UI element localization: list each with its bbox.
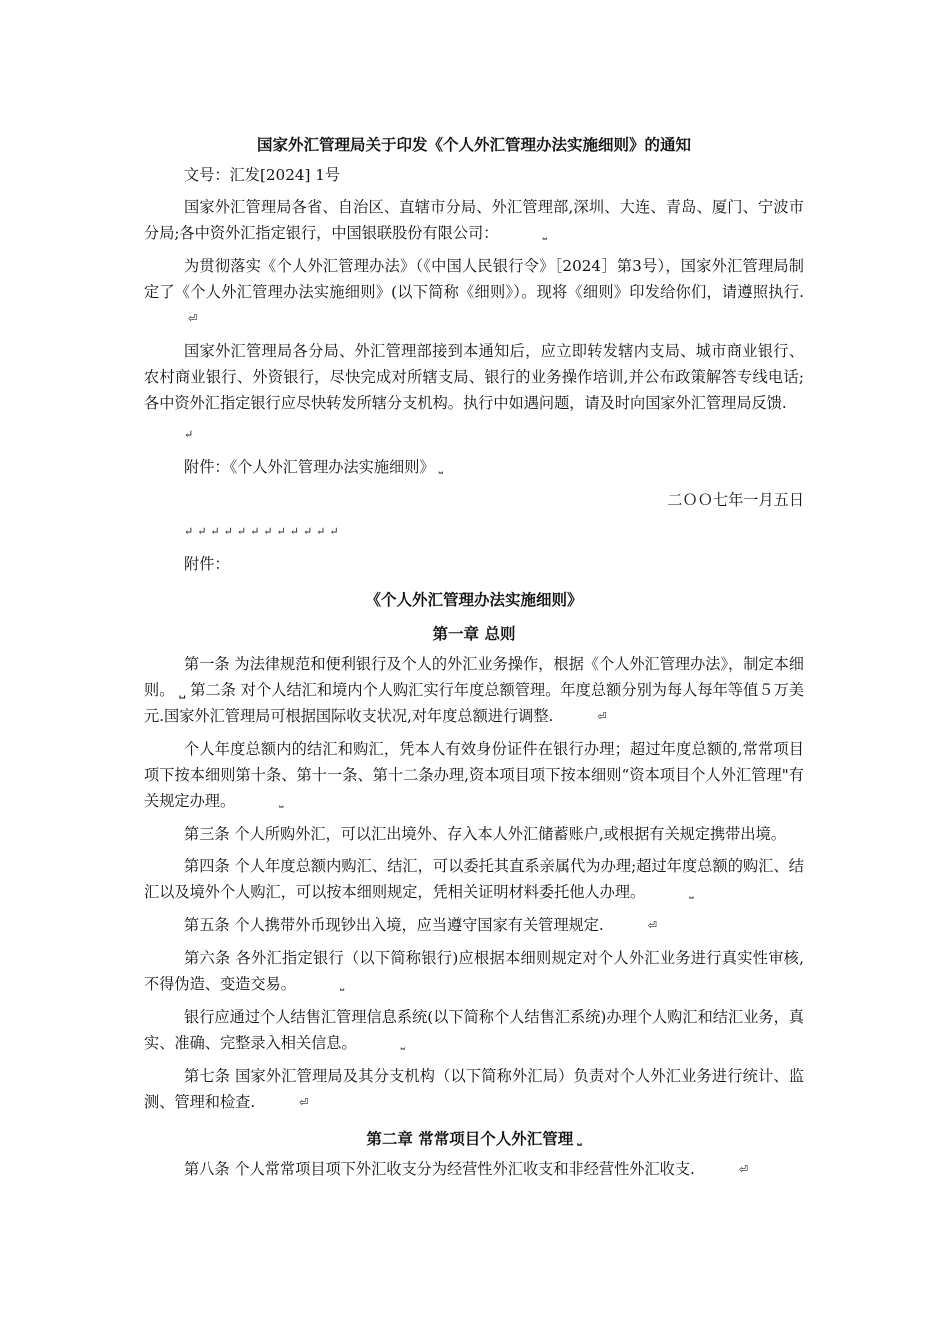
recipients-paragraph	[144, 194, 804, 247]
intro-paragraph	[144, 253, 804, 332]
rules-title: 《个人外汇管理办法实施细则》	[365, 591, 583, 609]
instructions-paragraph	[144, 338, 804, 416]
article-3	[144, 821, 804, 847]
instructions-text: 国家外汇管理局各分局、外汇管理部接到本通知后，应立即转发辖内支局、城市商业银行、农村商业银行、外资银行，尽快完成对所辖支局、银行的业务操作培训,并公布政策解答专线电话;各中资外汇指定银行应尽快转发所辖分支机构。执行中如遇问题，请及时向国家外汇管理局反馈.	[144, 342, 804, 412]
article-5-text: 第五条 个人携带外币现钞出入境，应当遵守国家有关管理规定.	[184, 916, 604, 934]
article-3-text: 第三条 个人所购外汇，可以汇出境外、存入本人外汇储蓄账户,或根据有关规定携带出境。	[184, 825, 786, 843]
intro-text: 为贯彻落实《个人外汇管理办法》（《中国人民银行令》［2024］第3号），国家外汇管理局制定了《个人外汇管理办法实施细则》(以下简称《细则》）。现将《细则》印发给你们，请遵照执行.	[144, 257, 804, 301]
article-6	[144, 945, 804, 998]
chapter-2-text: 第二章 常常项目个人外汇管理	[366, 1130, 574, 1148]
line-break-icon: ⏎	[188, 312, 198, 325]
paragraph-mark-icon: ⎵	[339, 978, 345, 991]
paragraph-mark-icon: ⎵	[542, 227, 547, 240]
attachment-line	[144, 454, 804, 481]
article-6-continued	[144, 1004, 804, 1057]
paragraph-mark-icon: ⎵	[577, 1132, 582, 1146]
document-page	[144, 128, 804, 1189]
attachment-text: 附件：《个人外汇管理办法实施细则》	[184, 458, 435, 476]
recipients-text: 国家外汇管理局各省、自治区、直辖市分局、外汇管理部,深圳、大连、青岛、厦门、宁波市分局;各中资外汇指定银行，中国银联股份有限公司：	[144, 198, 804, 242]
chapter-1-heading: 第一章 总则	[432, 625, 516, 643]
article-1-2	[144, 651, 804, 730]
paragraph-mark-icon: ⎵	[279, 795, 284, 808]
article-1-2-text: 第一条 为法律规范和便利银行及个人的外汇业务操作，根据《个人外汇管理办法》，制定本细则。 ⎵ 第二条 对个人结汇和境内个人购汇实行年度总额管理。年度总额分别为每人每年等值５万美元.国家外汇管理局可根据国际收支状况,对年度总额进行调整.	[144, 655, 804, 725]
paragraph-mark-icon: ⎵	[438, 461, 443, 474]
article-7-text: 第七条 国家外汇管理局及其分支机构（以下简称外汇局）负责对个人外汇业务进行统计、监测、管理和检查.	[144, 1067, 804, 1111]
article-8-text: 第八条 个人常常项目项下外汇收支分为经营性外汇收支和非经营性外汇收支.	[184, 1160, 695, 1178]
article-5	[144, 912, 804, 939]
article-2-continued	[144, 736, 804, 815]
article-6-continued-text: 银行应通过个人结售汇管理信息系统(以下简称个人结售汇系统)办理个人购汇和结汇业务，真实、准确、完整录入相关信息。	[144, 1008, 804, 1052]
line-break-icon: ⏎	[597, 710, 607, 723]
line-break-icon: ⏎	[738, 1163, 749, 1176]
attachment-label: 附件：	[184, 555, 230, 573]
document-title: 国家外汇管理局关于印发《个人外汇管理办法实施细则》的通知	[256, 136, 691, 154]
article-8	[144, 1156, 804, 1183]
issue-date: 二ＯＯ七年一月五日	[667, 491, 804, 509]
chapter-2-heading	[144, 1122, 804, 1156]
empty-paragraph-marks-row: ↵↵↵↵↵↵↵↵↵↵↵↵	[184, 525, 343, 538]
line-break-icon: ⏎	[299, 1096, 309, 1109]
paragraph-mark-icon: ⎵	[400, 1037, 406, 1050]
document-number: 文号：汇发[2024] 1号	[184, 166, 341, 184]
article-4	[144, 853, 804, 906]
line-break-icon: ⏎	[647, 919, 657, 932]
article-2-continued-text: 个人年度总额内的结汇和购汇，凭本人有效身份证件在银行办理；超过年度总额的,常常项目项下按本细则第十条、第十一条、第十二条办理,资本项目项下按本细则“资本项目个人外汇管理"有关规定办理。	[144, 740, 804, 810]
article-7	[144, 1063, 804, 1116]
paragraph-mark-icon: ⎵	[689, 886, 694, 899]
empty-paragraph-mark-icon: ↵	[184, 428, 198, 441]
article-6-text: 第六条 各外汇指定银行（以下简称银行)应根据本细则规定对个人外汇业务进行真实性审核,不得伪造、变造交易。	[144, 949, 804, 993]
article-4-text: 第四条 个人年度总额内购汇、结汇，可以委托其直系亲属代为办理;超过年度总额的购汇、结汇以及境外个人购汇，可以按本细则规定，凭相关证明材料委托他人办理。	[144, 857, 804, 901]
